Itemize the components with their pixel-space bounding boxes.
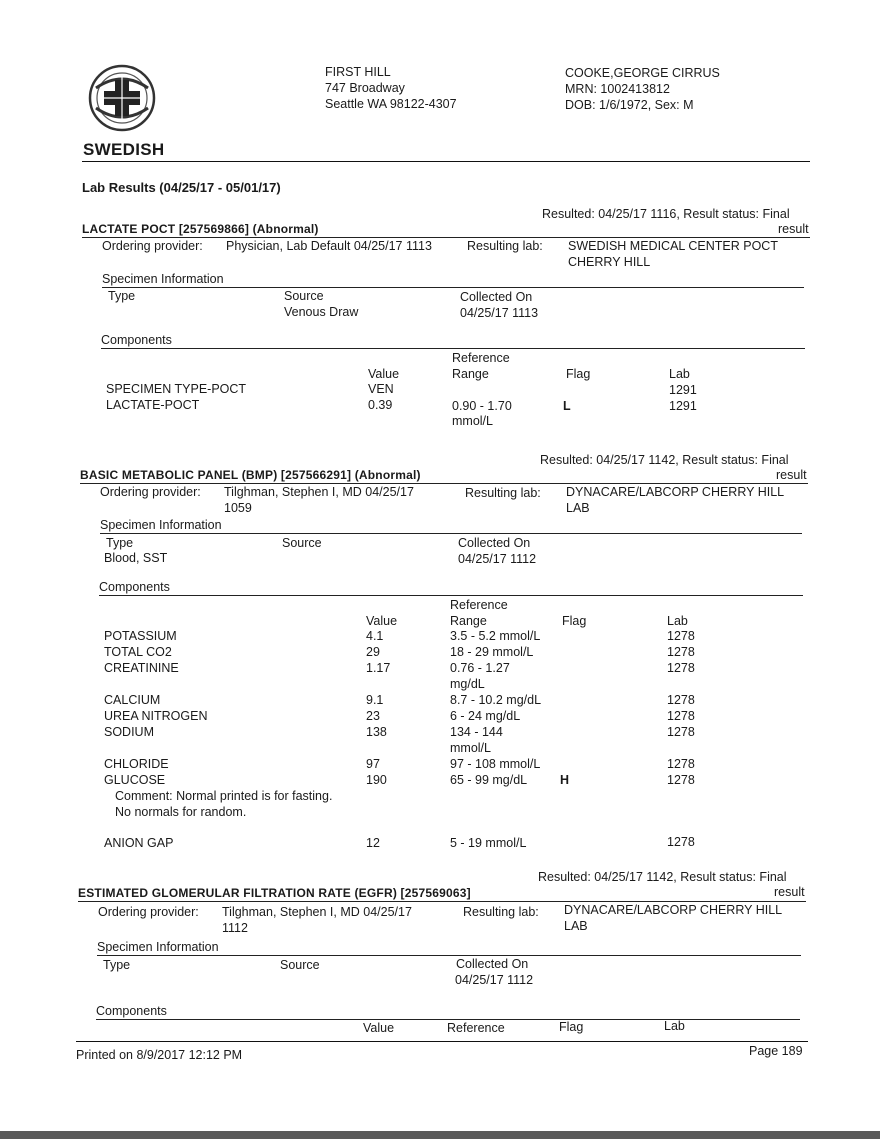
component-name: SODIUM bbox=[104, 725, 154, 739]
component-value: 12 bbox=[366, 836, 380, 850]
components-label: Components bbox=[96, 1004, 167, 1018]
component-lab: 1278 bbox=[667, 725, 695, 739]
resulting-lab-label: Resulting lab: bbox=[467, 239, 543, 253]
specimen-divider bbox=[97, 955, 801, 956]
ordering-provider-value: Tilghman, Stephen I, MD 04/25/17 bbox=[222, 905, 412, 919]
component-range-unit: mg/dL bbox=[450, 677, 485, 691]
col-range-header: Range bbox=[452, 367, 489, 381]
resulting-lab-value-cont: LAB bbox=[564, 919, 588, 933]
report-title: Lab Results (04/25/17 - 05/01/17) bbox=[82, 180, 281, 195]
ordering-provider-value-cont: 1059 bbox=[224, 501, 252, 515]
patient-dob: DOB: 1/6/1972, Sex: M bbox=[565, 98, 694, 112]
comment-text-cont: No normals for random. bbox=[115, 805, 247, 819]
type-header: Type bbox=[103, 958, 131, 972]
component-flag: L bbox=[563, 399, 571, 413]
ordering-provider-value: Tilghman, Stephen I, MD 04/25/17 bbox=[224, 485, 414, 499]
resulting-lab-value: DYNACARE/LABCORP CHERRY HILL bbox=[564, 903, 783, 917]
source-value: Venous Draw bbox=[284, 305, 359, 319]
section-title: BASIC METABOLIC PANEL (BMP) [257566291] (Abnormal) bbox=[80, 468, 421, 482]
component-lab: 1291 bbox=[669, 383, 697, 397]
component-value: 1.17 bbox=[366, 661, 391, 675]
printed-on: Printed on 8/9/2017 12:12 PM bbox=[76, 1048, 243, 1062]
components-label: Components bbox=[99, 580, 170, 594]
component-value: 23 bbox=[366, 709, 380, 723]
collected-value: 04/25/17 1113 bbox=[460, 306, 539, 320]
component-value: 0.39 bbox=[368, 398, 393, 412]
component-range: 0.76 - 1.27 bbox=[450, 661, 510, 675]
col-value-header: Value bbox=[366, 614, 398, 628]
component-name: CREATININE bbox=[104, 661, 179, 675]
resulted-status-cont: result bbox=[776, 468, 807, 482]
specimen-divider bbox=[102, 287, 804, 288]
col-flag-header: Flag bbox=[562, 614, 587, 628]
component-range: 3.5 - 5.2 mmol/L bbox=[450, 629, 541, 643]
col-value-header: Value bbox=[368, 367, 400, 381]
component-lab: 1278 bbox=[667, 835, 695, 849]
component-range: 8.7 - 10.2 mg/dL bbox=[450, 693, 542, 707]
header-divider bbox=[82, 161, 810, 162]
component-name: CALCIUM bbox=[104, 693, 161, 707]
resulted-status-cont: result bbox=[774, 885, 805, 899]
section-divider bbox=[78, 901, 806, 902]
source-header: Source bbox=[282, 536, 322, 550]
section-title: LACTATE POCT [257569866] (Abnormal) bbox=[82, 222, 319, 236]
collected-value: 04/25/17 1112 bbox=[455, 973, 534, 987]
component-lab: 1278 bbox=[667, 693, 695, 707]
type-header: Type bbox=[106, 536, 134, 550]
brand-name: SWEDISH bbox=[83, 140, 165, 159]
components-label: Components bbox=[101, 333, 172, 347]
col-lab-header: Lab bbox=[667, 614, 688, 628]
resulting-lab-label: Resulting lab: bbox=[463, 905, 539, 919]
component-name: SPECIMEN TYPE-POCT bbox=[106, 382, 247, 396]
page-number: Page 189 bbox=[749, 1044, 803, 1058]
component-lab: 1291 bbox=[669, 399, 697, 413]
ordering-provider-value: Physician, Lab Default 04/25/17 1113 bbox=[226, 239, 432, 253]
component-range: 65 - 99 mg/dL bbox=[450, 773, 528, 787]
component-value: 29 bbox=[366, 645, 380, 659]
scan-edge bbox=[0, 1131, 880, 1139]
component-range: 97 - 108 mmol/L bbox=[450, 757, 541, 771]
components-divider bbox=[101, 348, 805, 349]
component-range: 18 - 29 mmol/L bbox=[450, 645, 534, 659]
component-range-unit: mmol/L bbox=[450, 741, 491, 755]
col-reference-header: Reference bbox=[450, 598, 508, 612]
resulting-lab-value: DYNACARE/LABCORP CHERRY HILL bbox=[566, 485, 785, 499]
ordering-provider-label: Ordering provider: bbox=[98, 905, 199, 919]
component-lab: 1278 bbox=[667, 661, 695, 675]
section-divider bbox=[80, 483, 808, 484]
components-divider bbox=[99, 595, 803, 596]
resulted-status: Resulted: 04/25/17 1142, Result status: Final bbox=[538, 870, 787, 884]
section-title: ESTIMATED GLOMERULAR FILTRATION RATE (EGFR) [257569063] bbox=[78, 886, 471, 900]
component-name: UREA NITROGEN bbox=[104, 709, 208, 723]
footer-divider bbox=[76, 1041, 808, 1042]
component-value: 9.1 bbox=[366, 693, 384, 707]
component-name: GLUCOSE bbox=[104, 773, 166, 787]
source-header: Source bbox=[284, 289, 324, 303]
collected-value: 04/25/17 1112 bbox=[458, 552, 537, 566]
patient-mrn: MRN: 1002413812 bbox=[565, 82, 670, 96]
component-lab: 1278 bbox=[667, 645, 695, 659]
resulting-lab-value: SWEDISH MEDICAL CENTER POCT bbox=[568, 239, 778, 253]
component-range: 6 - 24 mg/dL bbox=[450, 709, 521, 723]
resulting-lab-value-cont: LAB bbox=[566, 501, 590, 515]
component-name: TOTAL CO2 bbox=[104, 645, 172, 659]
component-lab: 1278 bbox=[667, 709, 695, 723]
specimen-info-label: Specimen Information bbox=[97, 940, 219, 954]
component-range: 134 - 144 bbox=[450, 725, 503, 739]
col-lab-header: Lab bbox=[664, 1019, 685, 1033]
facility-city: Seattle WA 98122-4307 bbox=[325, 97, 457, 111]
component-name: LACTATE-POCT bbox=[106, 398, 200, 412]
collected-header: Collected On bbox=[458, 536, 531, 550]
col-lab-header: Lab bbox=[669, 367, 690, 381]
resulting-lab-value-cont: CHERRY HILL bbox=[568, 255, 651, 269]
col-range-header: Range bbox=[450, 614, 487, 628]
resulting-lab-label: Resulting lab: bbox=[465, 486, 541, 500]
collected-header: Collected On bbox=[456, 957, 529, 971]
swedish-cross-logo-icon bbox=[86, 62, 158, 134]
col-reference-header: Reference bbox=[452, 351, 510, 365]
type-header: Type bbox=[108, 289, 136, 303]
source-header: Source bbox=[280, 958, 320, 972]
ordering-provider-label: Ordering provider: bbox=[102, 239, 203, 253]
component-value: 4.1 bbox=[366, 629, 384, 643]
component-name: CHLORIDE bbox=[104, 757, 169, 771]
component-value: VEN bbox=[368, 382, 394, 396]
col-flag-header: Flag bbox=[566, 367, 591, 381]
component-value: 97 bbox=[366, 757, 380, 771]
component-range-unit: mmol/L bbox=[452, 414, 493, 428]
patient-name: COOKE,GEORGE CIRRUS bbox=[565, 66, 720, 80]
ordering-provider-label: Ordering provider: bbox=[100, 485, 201, 499]
facility-name: FIRST HILL bbox=[325, 65, 391, 79]
component-flag: H bbox=[560, 773, 570, 787]
resulted-status-cont: result bbox=[778, 222, 809, 236]
component-value: 190 bbox=[366, 773, 387, 787]
component-name: POTASSIUM bbox=[104, 629, 177, 643]
col-flag-header: Flag bbox=[559, 1020, 584, 1034]
comment-text: Comment: Normal printed is for fasting. bbox=[115, 789, 333, 803]
component-value: 138 bbox=[366, 725, 387, 739]
specimen-info-label: Specimen Information bbox=[100, 518, 222, 532]
component-range: 5 - 19 mmol/L bbox=[450, 836, 527, 850]
component-name: ANION GAP bbox=[104, 836, 174, 850]
resulted-status: Resulted: 04/25/17 1142, Result status: Final bbox=[540, 453, 789, 467]
section-divider bbox=[82, 237, 810, 238]
facility-street: 747 Broadway bbox=[325, 81, 405, 95]
components-divider bbox=[96, 1019, 800, 1020]
component-lab: 1278 bbox=[667, 757, 695, 771]
specimen-divider bbox=[100, 533, 802, 534]
resulted-status: Resulted: 04/25/17 1116, Result status: Final bbox=[542, 207, 790, 221]
type-value: Blood, SST bbox=[104, 551, 168, 565]
component-range: 0.90 - 1.70 bbox=[452, 399, 512, 413]
specimen-info-label: Specimen Information bbox=[102, 272, 224, 286]
ordering-provider-value-cont: 1112 bbox=[222, 921, 248, 935]
col-reference-header: Reference bbox=[447, 1021, 505, 1035]
collected-header: Collected On bbox=[460, 290, 533, 304]
component-lab: 1278 bbox=[667, 629, 695, 643]
component-lab: 1278 bbox=[667, 773, 695, 787]
col-value-header: Value bbox=[363, 1021, 395, 1035]
